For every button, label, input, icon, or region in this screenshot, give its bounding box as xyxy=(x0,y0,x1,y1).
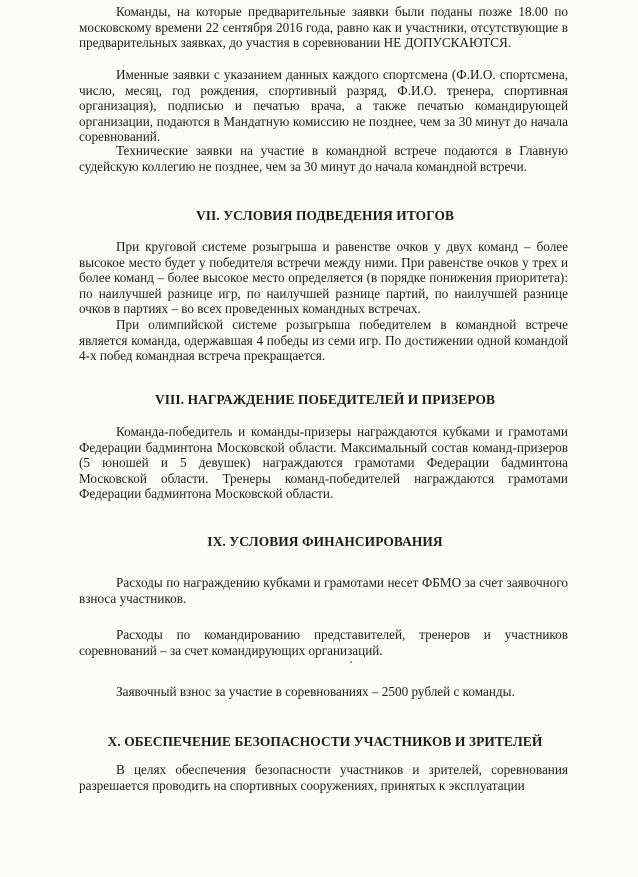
paragraph-late-applications: Команды, на которые предварительные заявки были поданы позже 18.00 по московскому времени 22 сентября 2016 года, равно как и участники, отсутствующие в предварительных заявках, до участия в соревновании НЕ ДОПУСКАЮТСЯ. xyxy=(79,4,568,51)
section-9-heading: IX. УСЛОВИЯ ФИНАНСИРОВАНИЯ xyxy=(207,534,443,549)
paragraph-safety: В целях обеспечения безопасности участников и зрителей, соревнования разрешается проводить на спортивных сооружениях, принятых к эксплуатации xyxy=(79,762,568,793)
paragraph-awards: Команда-победитель и команды-призеры награждаются кубками и грамотами Федерации бадминтона Московской области. Максимальный состав команд-призеров (5 юношей и 5 девушек) награждаются грамотами Федерации бадминтона Московской области. Тренеры команд-победителей награждаются грамотами Федерации бадминтона Московской области. xyxy=(79,424,568,502)
paragraph-entry-fee: Заявочный взнос за участие в соревнованиях – 2500 рублей с команды. xyxy=(116,684,515,699)
paragraph-named-applications: Именные заявки с указанием данных каждого спортсмена (Ф.И.О. спортсмена, число, месяц, год рождения, спортивный разряд, Ф.И.О. тренера, спортивная организация), подписью и печатью врача, а также печатью командирующей организации, подаются в Мандатную комиссию не позднее, чем за 30 минут до начала соревнований. xyxy=(79,67,568,145)
paragraph-olympic-system: При олимпийской системе розыгрыша победителем в командной встрече является команда, одержавшая 4 победы из семи игр. По достижении одной командой 4-х побед командная встреча прекращается. xyxy=(79,317,568,364)
section-7-heading: VII. УСЛОВИЯ ПОДВЕДЕНИЯ ИТОГОВ xyxy=(195,208,455,223)
paragraph-round-robin: При круговой системе розыгрыша и равенстве очков у двух команд – более высокое место будет у победителя встречи между ними. При равенстве очков у трех и более команд – более высокое место определяется (в порядке понижения приоритета): по наилучшей разнице игр, по наилучшей разнице партий, по наилучшей разнице очков в партиях – во всех проведенных командных встречах. xyxy=(79,239,568,317)
scan-speck xyxy=(350,661,352,663)
paragraph-technical-applications: Технические заявки на участие в командной встрече подаются в Главную судейскую коллегию не позднее, чем за 30 минут до начала командной встречи. xyxy=(79,143,568,174)
paragraph-award-costs: Расходы по награждению кубками и грамотами несет ФБМО за счет заявочного взноса участников. xyxy=(79,575,568,606)
paragraph-travel-costs: Расходы по командированию представителей, тренеров и участников соревнований – за счет командирующих организаций. xyxy=(79,627,568,658)
section-10-heading: X. ОБЕСПЕЧЕНИЕ БЕЗОПАСНОСТИ УЧАСТНИКОВ И ЗРИТЕЛЕЙ xyxy=(107,734,543,749)
section-8-heading: VIII. НАГРАЖДЕНИЕ ПОБЕДИТЕЛЕЙ И ПРИЗЕРОВ xyxy=(154,392,496,407)
